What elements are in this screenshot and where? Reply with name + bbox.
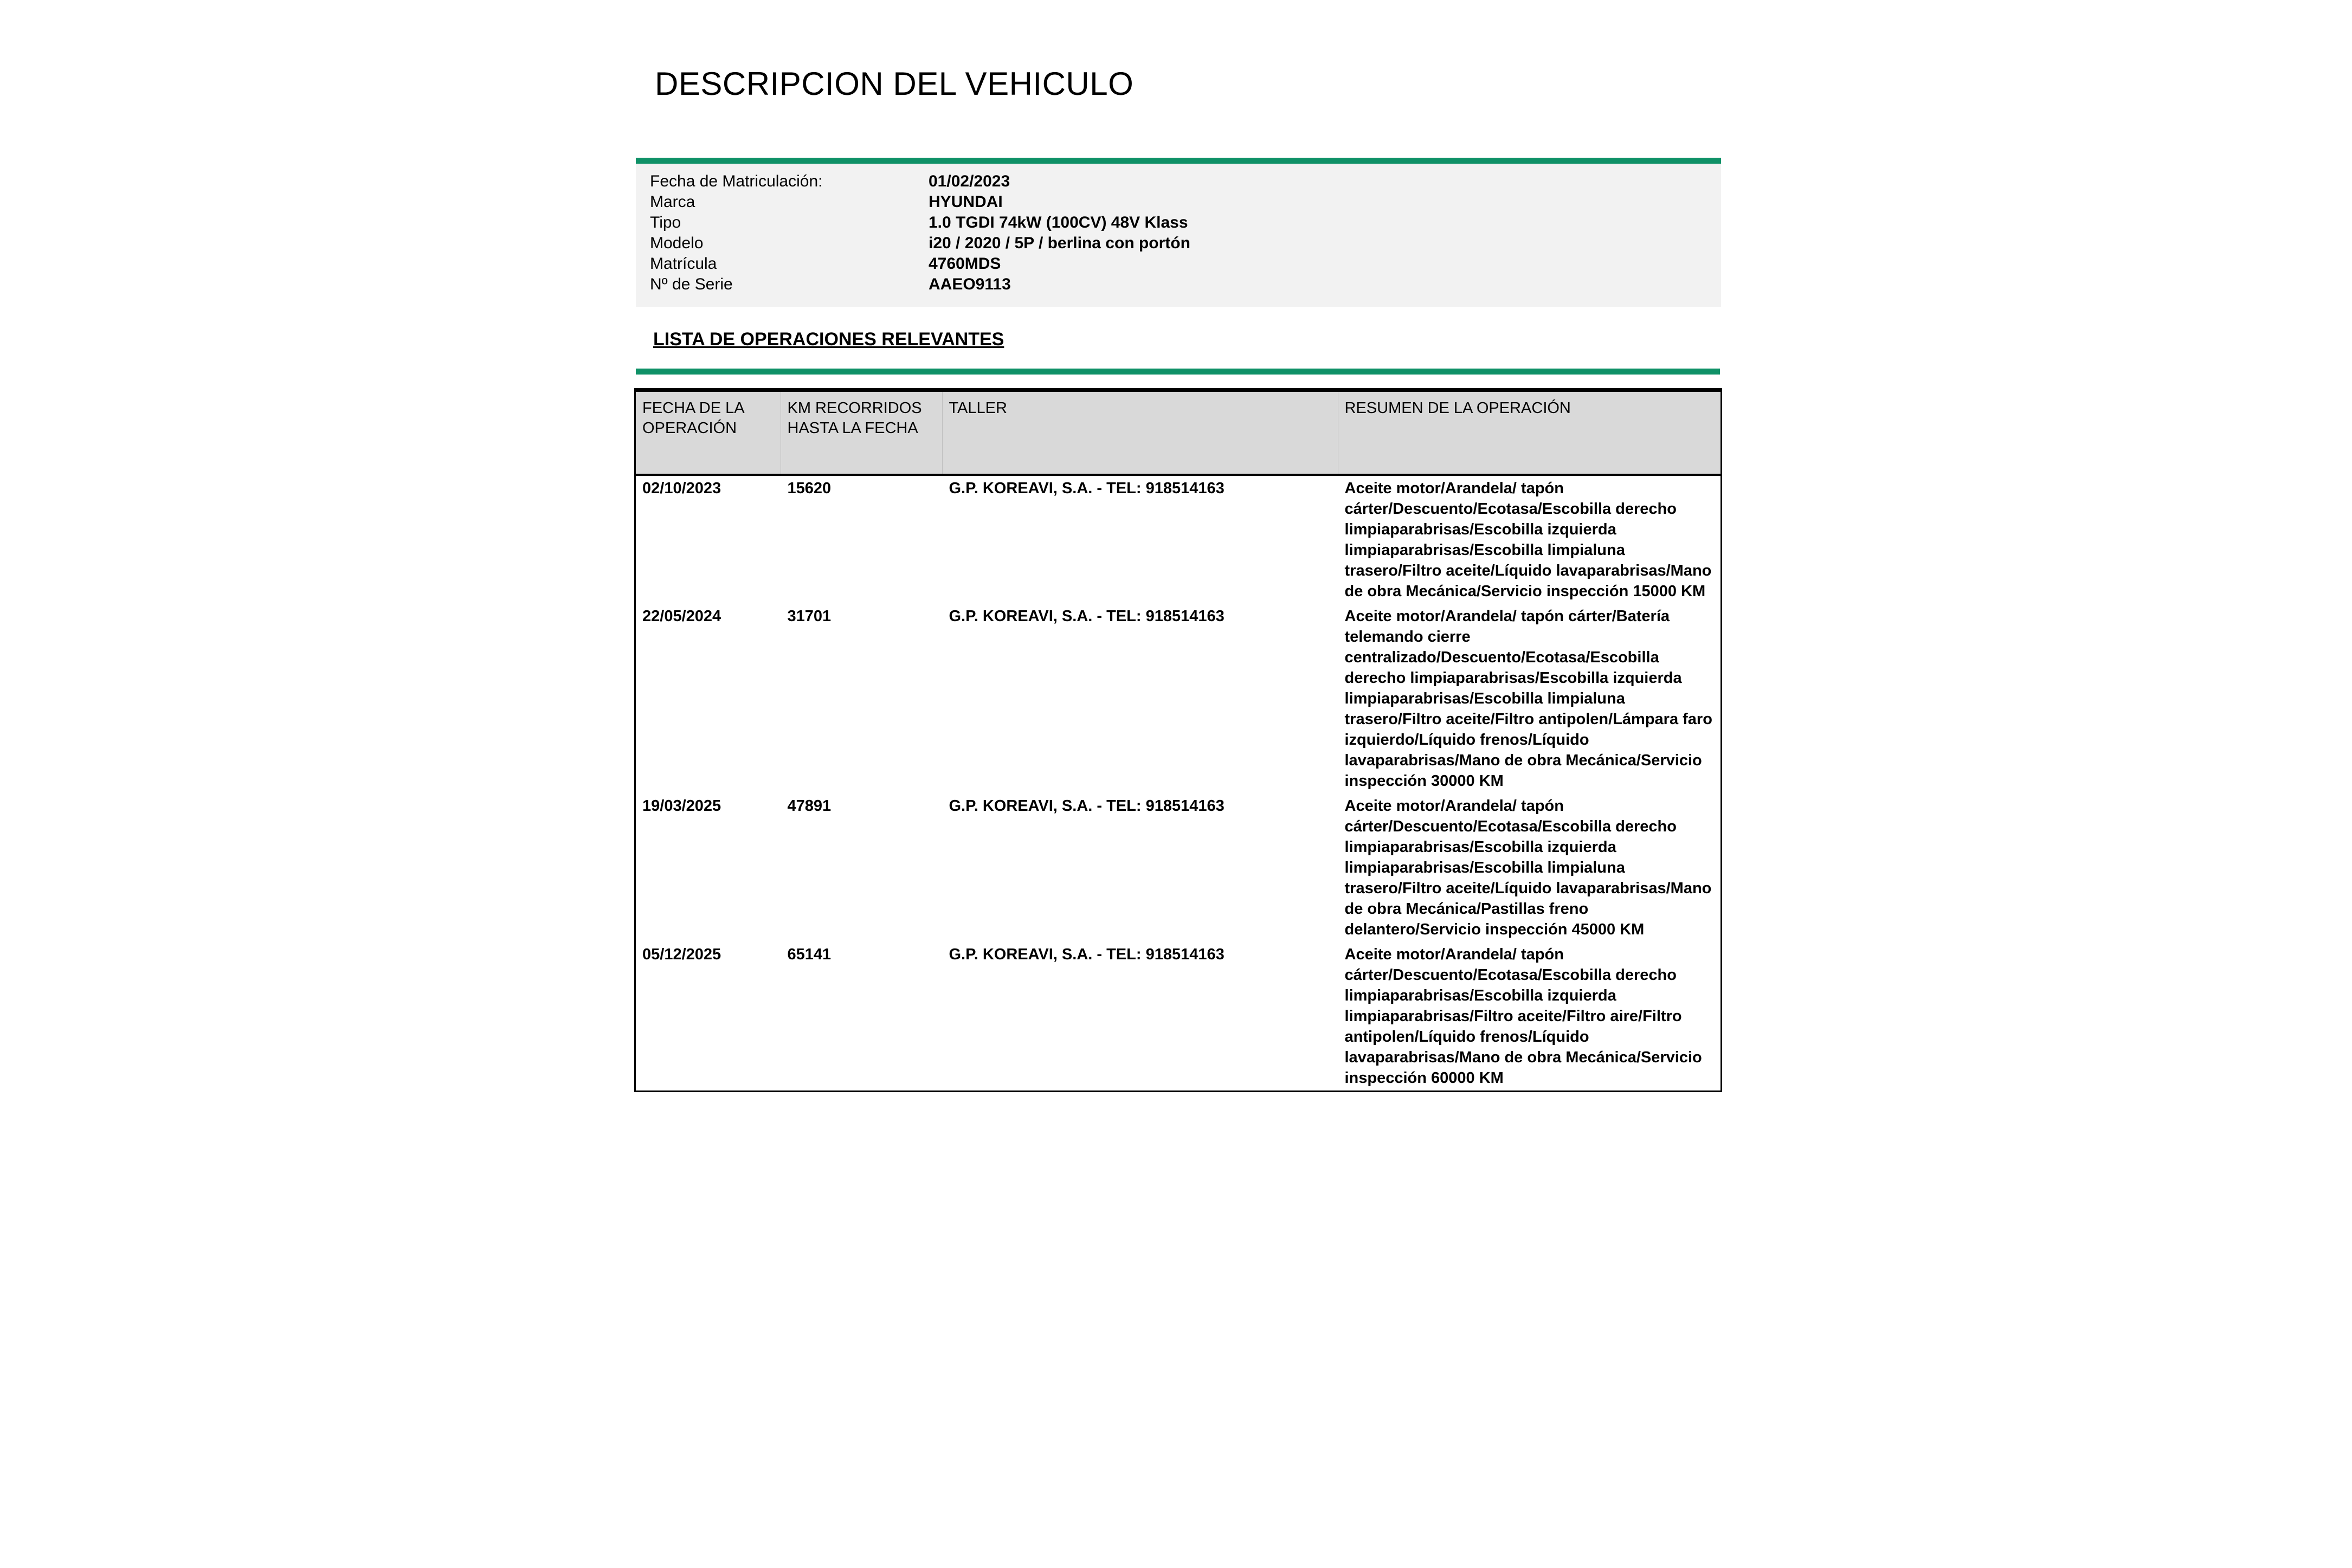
vehicle-detail-value: i20 / 2020 / 5P / berlina con portón [929, 234, 1190, 252]
cell-resumen: Aceite motor/Arandela/ tapón cárter/Descuento/Ecotasa/Escobilla derecho limpiaparabrisas/Escobilla izquierda limpiaparabrisas/Escobilla limpialuna trasero/Filtro aceite/Líquido lavaparabrisas/Mano de obra Mecánica/Pastillas freno delantero/Servicio inspección 45000 KM [1338, 793, 1720, 942]
vehicle-detail-label: Modelo [650, 234, 704, 252]
cell-resumen: Aceite motor/Arandela/ tapón cárter/Descuento/Ecotasa/Escobilla derecho limpiaparabrisas/Escobilla izquierda limpiaparabrisas/Escobilla limpialuna trasero/Filtro aceite/Líquido lavaparabrisas/Mano de obra Mecánica/Servicio inspección 15000 KM [1338, 475, 1720, 604]
vehicle-detail-value: 1.0 TGDI 74kW (100CV) 48V Klass [929, 214, 1188, 231]
column-header-taller: TALLER [942, 391, 1338, 475]
vehicle-detail-row [636, 192, 1721, 212]
column-header-fecha: FECHA DE LA OPERACIÓN [636, 391, 781, 475]
vehicle-description-block [636, 158, 1721, 307]
vehicle-detail-label: Fecha de Matriculación: [650, 172, 823, 190]
vehicle-detail-value: AAEO9113 [929, 275, 1011, 293]
vehicle-details-list [636, 164, 1721, 307]
vehicle-detail-label: Nº de Serie [650, 275, 733, 293]
vehicle-detail-row [636, 274, 1721, 295]
cell-taller: G.P. KOREAVI, S.A. - TEL: 918514163 [942, 604, 1338, 793]
operations-table-container [634, 388, 1722, 1092]
cell-taller: G.P. KOREAVI, S.A. - TEL: 918514163 [942, 793, 1338, 942]
vehicle-detail-value: 01/02/2023 [929, 172, 1010, 190]
section-heading-operations: LISTA DE OPERACIONES RELEVANTES [653, 329, 1004, 350]
vehicle-detail-row [636, 171, 1721, 192]
cell-km: 65141 [781, 942, 942, 1090]
cell-resumen: Aceite motor/Arandela/ tapón cárter/Batería telemando cierre centralizado/Descuento/Ecotasa/Escobilla derecho limpiaparabrisas/Escobilla izquierda limpiaparabrisas/Escobilla limpialuna trasero/Filtro aceite/Filtro antipolen/Lámpara faro izquierdo/Líquido frenos/Líquido lavaparabrisas/Mano de obra Mecánica/Servicio inspección 30000 KM [1338, 604, 1720, 793]
cell-km: 15620 [781, 475, 942, 604]
cell-taller: G.P. KOREAVI, S.A. - TEL: 918514163 [942, 475, 1338, 604]
table-header [636, 391, 1720, 475]
table-row [636, 475, 1720, 604]
accent-bar-table [636, 369, 1720, 375]
vehicle-detail-value: HYUNDAI [929, 193, 1003, 211]
table-header-row [636, 391, 1720, 475]
column-header-km: KM RECORRIDOS HASTA LA FECHA [781, 391, 942, 475]
cell-taller: G.P. KOREAVI, S.A. - TEL: 918514163 [942, 942, 1338, 1090]
cell-km: 31701 [781, 604, 942, 793]
cell-fecha: 19/03/2025 [636, 793, 781, 942]
cell-km: 47891 [781, 793, 942, 942]
vehicle-detail-row [636, 212, 1721, 233]
vehicle-detail-label: Tipo [650, 214, 681, 231]
accent-bar-top [636, 158, 1721, 164]
table-body [636, 475, 1720, 1090]
vehicle-detail-value: 4760MDS [929, 255, 1001, 273]
cell-fecha: 05/12/2025 [636, 942, 781, 1090]
operations-table [636, 390, 1720, 1090]
table-row [636, 793, 1720, 942]
cell-resumen: Aceite motor/Arandela/ tapón cárter/Descuento/Ecotasa/Escobilla derecho limpiaparabrisas/Escobilla izquierda limpiaparabrisas/Filtro aceite/Filtro aire/Filtro antipolen/Líquido frenos/Líquido lavaparabrisas/Mano de obra Mecánica/Servicio inspección 60000 KM [1338, 942, 1720, 1090]
vehicle-detail-label: Matrícula [650, 255, 717, 273]
cell-fecha: 02/10/2023 [636, 475, 781, 604]
cell-fecha: 22/05/2024 [636, 604, 781, 793]
table-row [636, 604, 1720, 793]
table-row [636, 942, 1720, 1090]
vehicle-detail-row [636, 254, 1721, 274]
vehicle-detail-label: Marca [650, 193, 695, 211]
column-header-resumen: RESUMEN DE LA OPERACIÓN [1338, 391, 1720, 475]
page-title: DESCRIPCION DEL VEHICULO [655, 66, 1134, 102]
vehicle-detail-row [636, 233, 1721, 254]
